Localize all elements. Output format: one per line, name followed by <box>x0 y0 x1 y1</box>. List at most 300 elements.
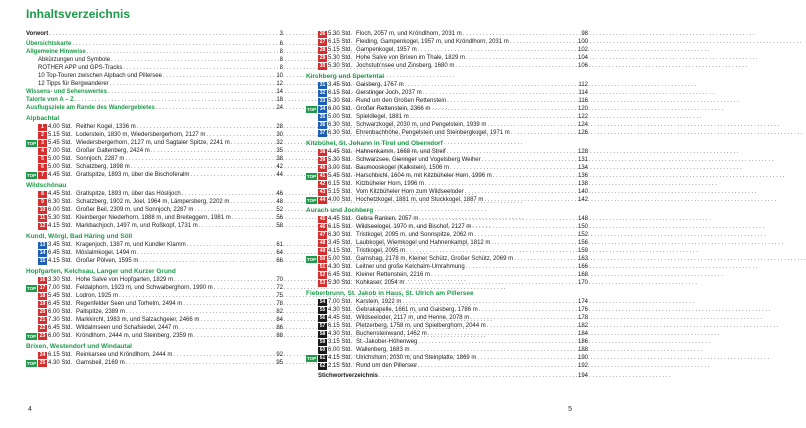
tour-title: Sonnjoch, 2287 m <box>76 156 125 162</box>
toc-entry[interactable] <box>26 104 283 112</box>
tour-duration: 5.30 Std. <box>328 157 353 163</box>
entry-title: Vorwort <box>26 31 49 37</box>
dot-leader <box>466 263 576 271</box>
dot-leader <box>423 89 577 97</box>
tour-page: 86 <box>276 325 283 331</box>
dot-leader <box>428 330 576 338</box>
tour-duration: 6.15 Std. <box>328 90 353 96</box>
tour-entry[interactable] <box>26 351 283 359</box>
tour-page: 92 <box>276 352 283 358</box>
tour-title: Kleinberger Niederhorn, 1888 m, und Breiteggern, 1981 m <box>76 215 231 221</box>
tour-title: Feldalphorn, 1923 m, und Schwaiberghorn, 1990 m <box>76 285 213 291</box>
region-heading: Fieberbrunn, St. Jakob in Haus, St. Ulrich am Pillersee <box>306 290 474 297</box>
tour-duration: 7.00 Std. <box>48 285 73 291</box>
tour-duration: 5.30 Std. <box>328 98 353 104</box>
tour-duration: 7.00 Std. <box>328 299 353 305</box>
tour-page: 138 <box>577 181 588 187</box>
dot-leader <box>151 147 275 155</box>
dot-leader <box>405 81 577 89</box>
tour-entry[interactable] <box>306 54 588 62</box>
tour-title: Wiedersbergerhorn, 2127 m, und Sagtaler Spitze, 2241 m <box>76 140 230 146</box>
tour-page: 44 <box>276 172 283 178</box>
tour-title: Markkirchl, 1983 m, und Salzachgeier, 2466 m <box>76 317 200 323</box>
tour-entry[interactable] <box>26 171 283 179</box>
tour-number: 48 <box>319 239 326 246</box>
tour-entry[interactable] <box>26 155 283 163</box>
tour-page: 170 <box>577 280 588 286</box>
tour-entry[interactable] <box>26 359 283 367</box>
tour-entry[interactable] <box>306 46 588 54</box>
tour-entry[interactable] <box>26 292 283 300</box>
tour-number: 45 <box>319 215 326 222</box>
tour-title: Tristkogel, 2095 m, und Sonnspitze, 2062 m <box>356 232 474 238</box>
dot-leader <box>379 372 576 380</box>
tour-entry[interactable] <box>306 223 588 231</box>
tour-entry[interactable] <box>306 62 588 70</box>
tour-entry[interactable] <box>26 276 283 284</box>
tour-page: 30 <box>276 132 283 138</box>
dot-leader <box>200 316 274 324</box>
tour-duration: 4.45 Std. <box>328 315 353 321</box>
tour-number: 54 <box>319 298 326 305</box>
tour-number: 15 <box>39 257 46 264</box>
toc-entry[interactable] <box>26 48 283 56</box>
badge-spacer <box>306 363 317 370</box>
tour-entry[interactable] <box>26 324 283 332</box>
tour-duration: 3.00 Std. <box>328 165 353 171</box>
dot-leader <box>410 113 576 121</box>
tour-entry[interactable] <box>26 284 283 292</box>
badge-spacer <box>306 339 317 346</box>
tour-duration: 6.15 Std. <box>328 323 353 329</box>
tour-title: Markbachjoch, 1497 m, und Roßkopf, 1731 m <box>76 223 198 229</box>
badge-spacer <box>26 317 37 324</box>
toc-entry[interactable] <box>26 88 283 96</box>
tour-entry[interactable] <box>306 279 588 287</box>
tour-number: 51 <box>319 263 326 270</box>
toc-entry[interactable] <box>26 80 283 88</box>
badge-spacer <box>26 191 37 198</box>
entry-title: Ausflugsziele am Rande des Wandergebietes <box>26 105 155 111</box>
tour-duration: 5.00 Std. <box>48 156 73 162</box>
badge-spacer <box>306 232 317 239</box>
tour-page: 56 <box>276 215 283 221</box>
dot-leader <box>418 362 576 370</box>
dot-leader <box>123 64 277 72</box>
tour-page: 128 <box>577 149 588 155</box>
dot-leader <box>214 284 275 292</box>
tour-number: 61 <box>319 354 326 361</box>
tour-entry[interactable] <box>306 180 588 188</box>
tour-duration: 6.30 Std. <box>48 199 73 205</box>
tour-title: Schwarzkogel, 2030 m, und Pengelstein, 1939 m <box>356 122 487 128</box>
tour-entry[interactable] <box>26 332 283 340</box>
page-number-left: 4 <box>28 406 32 413</box>
dot-leader <box>472 223 576 231</box>
tour-number: 39 <box>319 156 326 163</box>
top-tour-badge: TOP <box>306 355 317 361</box>
tour-duration: 4.30 Std. <box>328 307 353 313</box>
tour-entry[interactable] <box>306 121 588 129</box>
tour-title: Schatzberg, 1898 m <box>76 164 130 170</box>
dot-leader <box>410 346 576 354</box>
tour-entry[interactable] <box>26 190 283 198</box>
top-tour-badge: TOP <box>26 140 37 146</box>
tour-entry[interactable] <box>26 241 283 249</box>
entry-title: Talorte von A – Z <box>26 97 74 103</box>
tour-page: 48 <box>276 199 283 205</box>
tour-duration: 6.15 Std. <box>328 181 353 187</box>
tour-number: 27 <box>319 38 326 45</box>
left-page <box>0 0 300 428</box>
tour-entry[interactable] <box>306 231 588 239</box>
tour-page: 192 <box>577 363 588 369</box>
tour-entry[interactable] <box>306 164 588 172</box>
dot-leader <box>111 56 278 64</box>
tour-entry[interactable] <box>306 306 588 314</box>
region-heading: Wildschönau <box>26 182 67 189</box>
top-tour-badge: TOP <box>26 333 37 339</box>
tour-entry[interactable] <box>306 30 588 38</box>
tour-entry[interactable] <box>306 172 588 180</box>
tour-duration: 7.30 Std. <box>48 317 73 323</box>
dot-leader <box>163 72 274 80</box>
region-heading: Brixen, Westendorf und Windautal <box>26 343 132 350</box>
tour-title: Gerstinger Joch, 2037 m <box>356 90 422 96</box>
tour-entry[interactable] <box>306 156 588 164</box>
tour-page: 58 <box>276 223 283 229</box>
dot-leader <box>487 322 576 330</box>
tour-entry[interactable] <box>306 38 588 46</box>
tour-page: 88 <box>276 333 283 339</box>
tour-page: 104 <box>577 55 588 61</box>
tour-number: 7 <box>38 172 47 179</box>
tour-entry[interactable] <box>306 263 588 271</box>
tour-duration: 6.45 Std. <box>48 250 73 256</box>
badge-spacer <box>306 189 317 196</box>
tour-duration: 4.45 Std. <box>48 172 73 178</box>
tour-number: 22 <box>39 324 46 331</box>
tour-page: 190 <box>577 355 588 361</box>
tour-duration: 4.15 Std. <box>48 258 73 264</box>
tour-page: 95 <box>276 360 283 366</box>
tour-page: 140 <box>577 189 588 195</box>
badge-spacer <box>306 39 317 46</box>
dot-leader <box>450 164 576 172</box>
tour-duration: 5.45 Std. <box>328 173 353 179</box>
tour-entry[interactable] <box>306 330 588 338</box>
tour-number: 25 <box>39 359 46 366</box>
tour-number: 38 <box>319 148 326 155</box>
badge-spacer <box>306 90 317 97</box>
tour-entry[interactable] <box>26 300 283 308</box>
dot-leader <box>87 48 278 56</box>
tour-number: 2 <box>38 132 47 139</box>
badge-spacer <box>306 47 317 54</box>
region-heading: Hopfgarten, Kelchsau, Langer und Kurzer Grund <box>26 268 176 275</box>
tour-entry[interactable] <box>26 131 283 139</box>
tour-duration: 5.30 Std. <box>328 63 353 69</box>
dot-leader <box>190 171 274 179</box>
tour-duration: 6.00 Std. <box>328 106 353 112</box>
entry-title: Abkürzungen und Symbole <box>38 57 111 63</box>
tour-entry[interactable] <box>306 105 588 113</box>
tour-title: Pallspitze, 2389 m <box>76 309 126 315</box>
tour-number: 44 <box>319 196 326 203</box>
badge-spacer <box>306 98 317 105</box>
dot-leader <box>465 188 576 196</box>
tour-duration: 6.30 Std. <box>328 130 353 136</box>
tour-title: Jochstub’nsee und Zinsberg, 1680 m <box>356 63 455 69</box>
tour-page: 136 <box>577 173 588 179</box>
tour-entry[interactable] <box>306 247 588 255</box>
tour-duration: 6.45 Std. <box>48 325 73 331</box>
badge-spacer <box>306 347 317 354</box>
tour-page: 61 <box>276 242 283 248</box>
tour-entry[interactable] <box>26 123 283 131</box>
tour-duration: 4.30 Std. <box>328 331 353 337</box>
tour-entry[interactable] <box>26 222 283 230</box>
tour-title: Fleiding, Gampenkogel, 1957 m, und Kröndlhorn, 2031 m <box>356 39 509 45</box>
dot-leader <box>470 314 576 322</box>
dot-leader <box>125 155 274 163</box>
tour-entry[interactable] <box>306 346 588 354</box>
badge-spacer <box>26 207 37 214</box>
tour-entry[interactable] <box>306 148 588 156</box>
tour-number: 14 <box>39 249 46 256</box>
tour-entry[interactable] <box>26 147 283 155</box>
dot-leader <box>199 222 275 230</box>
dot-leader <box>431 105 576 113</box>
tour-title: Kitzbüheler Horn, 1996 m <box>356 181 425 187</box>
badge-spacer <box>306 315 317 322</box>
tour-title: Reither Kogel, 1336 m <box>76 124 136 130</box>
region-heading: Aurach und Jochberg <box>306 207 374 214</box>
dot-leader <box>119 292 274 300</box>
tour-title: Großer Pölven, 1595 m <box>76 258 139 264</box>
tour-duration: 5.15 Std. <box>48 132 73 138</box>
dot-leader <box>72 40 277 48</box>
toc-entry[interactable] <box>26 30 283 38</box>
dot-leader <box>110 80 275 88</box>
tour-page: 70 <box>276 277 283 283</box>
badge-spacer <box>306 240 317 247</box>
tour-page: 184 <box>577 331 588 337</box>
tour-duration: 6.00 Std. <box>48 207 73 213</box>
dot-leader <box>487 121 576 129</box>
tour-page: 32 <box>276 140 283 146</box>
badge-spacer <box>26 293 37 300</box>
badge-spacer <box>306 149 317 156</box>
tour-page: 46 <box>276 191 283 197</box>
badge-spacer <box>306 181 317 188</box>
tour-number: 58 <box>319 330 326 337</box>
dot-leader <box>455 62 576 70</box>
toc-entry[interactable] <box>26 40 283 48</box>
entry-page: 3 <box>279 31 283 37</box>
badge-spacer <box>306 165 317 172</box>
badge-spacer <box>306 264 317 271</box>
tour-title: Kröndlhorn, 2444 m, und Steinberg, 2359 m <box>76 333 193 339</box>
tour-entry[interactable] <box>26 249 283 257</box>
dot-leader <box>232 214 275 222</box>
tour-number: 50 <box>319 255 326 262</box>
tour-page: 134 <box>577 165 588 171</box>
tour-number: 16 <box>39 276 46 283</box>
tour-entry[interactable] <box>306 129 588 137</box>
tour-entry[interactable] <box>306 89 588 97</box>
tour-entry[interactable] <box>26 139 283 147</box>
tour-page: 78 <box>276 301 283 307</box>
dot-leader <box>173 351 274 359</box>
toc-entry-index[interactable] <box>306 372 588 380</box>
tour-duration: 5.00 Std. <box>328 114 353 120</box>
tour-entry[interactable] <box>306 322 588 330</box>
tour-title: Gebrakapelle, 1661 m, und Gaisberg, 1786 m <box>356 307 478 313</box>
tour-entry[interactable] <box>306 239 588 247</box>
toc-entry[interactable] <box>26 64 283 72</box>
tour-duration: 3.45 Std. <box>48 242 73 248</box>
dot-leader <box>425 180 576 188</box>
badge-spacer <box>26 164 37 171</box>
entry-page: 14 <box>276 89 283 95</box>
tour-number: 36 <box>319 121 326 128</box>
top-tour-badge: TOP <box>306 173 317 179</box>
tour-duration: 6.00 Std. <box>48 309 73 315</box>
tour-duration: 5.15 Std. <box>328 189 353 195</box>
dot-leader <box>49 30 277 38</box>
badge-spacer <box>306 331 317 338</box>
tour-title: Laubkogel, Wiemkogel und Hahnenkampl, 1812 m <box>356 240 491 246</box>
tour-page: 38 <box>276 156 283 162</box>
tour-entry[interactable] <box>306 188 588 196</box>
tour-title: Gamshag, 2178 m, Kleiner Schütz, Großer Schütz, 2069 m <box>356 256 514 262</box>
tour-page: 66 <box>276 258 283 264</box>
tour-page: 100 <box>577 39 588 45</box>
dot-leader <box>139 257 274 265</box>
tour-entry[interactable] <box>26 257 283 265</box>
tour-entry[interactable] <box>26 316 283 324</box>
tour-title: St.-Jakober-Höhenweg <box>356 339 418 345</box>
tour-title: Hohe Salve von Brixen im Thale, 1829 m <box>356 55 465 61</box>
tour-entry[interactable] <box>306 113 588 121</box>
tour-entry[interactable] <box>306 255 588 263</box>
tour-duration: 3.30 Std. <box>48 277 73 283</box>
tour-entry[interactable] <box>306 354 588 362</box>
tour-duration: 2.15 Std. <box>328 363 353 369</box>
badge-spacer <box>26 156 37 163</box>
tour-entry[interactable] <box>306 81 588 89</box>
tour-title: Leitner und große Kelchalm-Umrahmung <box>356 264 465 270</box>
tour-title: Gebra Ranken, 2057 m <box>356 216 419 222</box>
tour-entry[interactable] <box>306 362 588 370</box>
tour-entry[interactable] <box>306 271 588 279</box>
dot-leader <box>405 279 576 287</box>
tour-entry[interactable] <box>306 338 588 346</box>
tour-number: 40 <box>319 164 326 171</box>
tour-title: Rund um den Pillersee <box>356 363 417 369</box>
dot-leader <box>137 123 275 131</box>
tour-page: 75 <box>276 293 283 299</box>
tour-number: 13 <box>39 241 46 248</box>
tour-duration: 5.30 Std. <box>328 280 353 286</box>
toc-entry[interactable] <box>26 72 283 80</box>
toc-entry[interactable] <box>26 96 283 104</box>
tour-entry[interactable] <box>306 298 588 306</box>
tour-number: 12 <box>39 222 46 229</box>
tour-entry[interactable] <box>26 214 283 222</box>
entry-title: 12 Tipps für Bergwanderer <box>38 81 109 87</box>
dot-leader <box>418 46 576 54</box>
badge-spacer <box>26 325 37 332</box>
tour-number: 31 <box>319 81 326 88</box>
badge-spacer <box>306 280 317 287</box>
dot-leader <box>406 247 576 255</box>
tour-number: 57 <box>319 322 326 329</box>
dot-leader <box>75 96 275 104</box>
dot-leader <box>477 354 576 362</box>
tour-page: 188 <box>577 347 588 353</box>
tour-title: Gamsbeil, 2169 m <box>76 360 125 366</box>
tour-number: 23 <box>39 332 46 339</box>
entry-page: 8 <box>279 49 283 55</box>
tour-entry[interactable] <box>306 314 588 322</box>
entry-page: 8 <box>279 57 283 63</box>
tour-duration: 4.00 Std. <box>48 124 73 130</box>
tour-title: Vom Kitzbüheler Horn zum Wildseeloder <box>356 189 464 195</box>
badge-spacer <box>26 277 37 284</box>
dot-leader <box>484 196 576 204</box>
tour-number: 49 <box>319 247 326 254</box>
tour-entry[interactable] <box>306 215 588 223</box>
tour-page: 116 <box>578 98 588 104</box>
badge-spacer <box>306 224 317 231</box>
tour-title: Gratlspitze, 1893 m, über die Bischoferalm <box>76 172 190 178</box>
tour-page: 174 <box>577 299 588 305</box>
tour-title: Reinkarsee und Kröndlhorn, 2444 m <box>76 352 173 358</box>
tour-number: 34 <box>319 105 326 112</box>
tour-entry[interactable] <box>26 308 283 316</box>
badge-spacer <box>26 309 37 316</box>
dot-leader <box>194 332 275 340</box>
badge-spacer <box>26 352 37 359</box>
tour-title: Großer Rettenstein, 2366 m <box>356 106 431 112</box>
tour-duration: 5.00 Std. <box>328 256 353 262</box>
tour-number: 47 <box>319 231 326 238</box>
tour-title: Gaisberg, 1767 m <box>356 82 404 88</box>
dot-leader <box>126 308 274 316</box>
tour-entry[interactable] <box>26 206 283 214</box>
entry-title: Stichwortverzeichnis <box>318 373 379 379</box>
page-title: Inhaltsverzeichnis <box>26 7 131 21</box>
entry-title: Allgemeine Hinweise <box>26 49 86 55</box>
badge-spacer <box>26 215 37 222</box>
tour-entry[interactable] <box>26 163 283 171</box>
tour-entry[interactable] <box>306 97 588 105</box>
tour-entry[interactable] <box>306 196 588 204</box>
badge-spacer <box>306 272 317 279</box>
tour-page: 98 <box>581 31 588 37</box>
tour-title: Ehrenbachhöhe, Pengelstein und Steinbergkogel, 1971 m <box>356 130 510 136</box>
tour-page: 168 <box>577 272 588 278</box>
tour-page: 182 <box>577 323 588 329</box>
tour-entry[interactable] <box>26 198 283 206</box>
tour-number: 6 <box>38 164 47 171</box>
toc-entry[interactable] <box>26 56 283 64</box>
dot-leader <box>482 156 576 164</box>
tour-duration: 3.45 Std. <box>328 240 353 246</box>
tour-number: 41 <box>319 172 326 179</box>
